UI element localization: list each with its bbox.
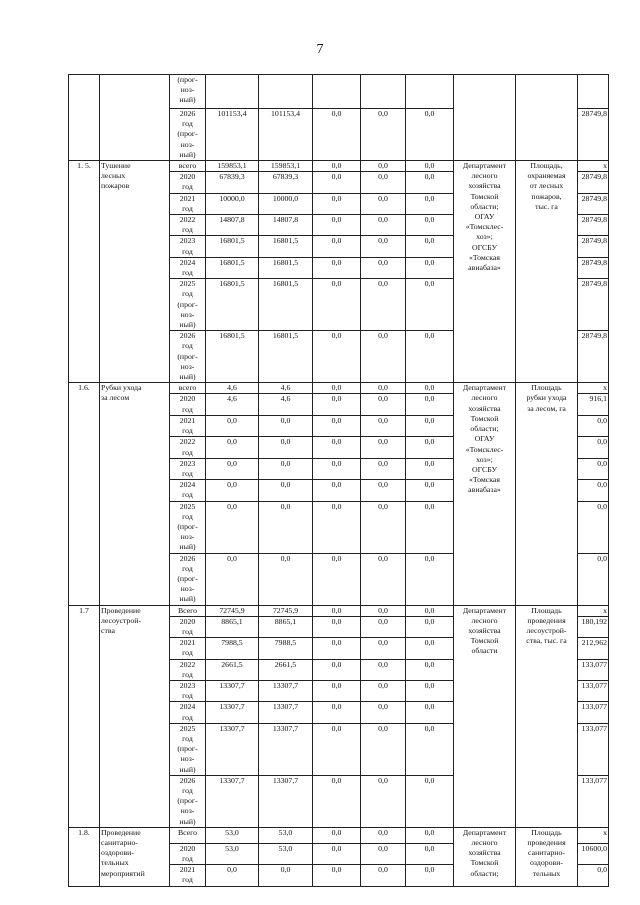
year-cell: 2025 год (прог- ноз- ный) bbox=[170, 501, 206, 553]
value-cell-5: 0,0 bbox=[406, 458, 454, 479]
value-cell-1: 8865,1 bbox=[206, 616, 259, 637]
value-cell-2: 0,0 bbox=[259, 415, 313, 436]
target-value-cell: 28749,8 bbox=[578, 215, 609, 236]
indicator-cell: Площадь, охраняемая от лесных пожаров, тыс. га bbox=[516, 161, 578, 383]
value-cell-1: 53,0 bbox=[206, 843, 259, 864]
year-cell: Всего bbox=[170, 827, 206, 843]
target-value-cell: 28749,8 bbox=[578, 279, 609, 331]
value-cell-4: 0,0 bbox=[361, 193, 406, 214]
item-name-cell: Проведение лесоустрой- ства bbox=[100, 605, 170, 827]
year-cell: 2026 год (прог- ноз- ный) bbox=[170, 775, 206, 827]
value-cell-3: 0,0 bbox=[313, 843, 361, 864]
value-cell-3: 0,0 bbox=[313, 193, 361, 214]
value-cell-3: 0,0 bbox=[313, 638, 361, 659]
value-cell-1 bbox=[206, 75, 259, 109]
item-name-cell bbox=[100, 75, 170, 161]
value-cell-5: 0,0 bbox=[406, 865, 454, 886]
target-value-cell: 133,077 bbox=[578, 680, 609, 701]
value-cell-4: 0,0 bbox=[361, 279, 406, 331]
value-cell-1: 4,6 bbox=[206, 394, 259, 415]
value-cell-4: 0,0 bbox=[361, 480, 406, 501]
value-cell-1: 16801,5 bbox=[206, 236, 259, 257]
value-cell-2: 4,6 bbox=[259, 383, 313, 394]
year-cell: Всего bbox=[170, 605, 206, 616]
table-row bbox=[69, 383, 609, 394]
value-cell-5: 0,0 bbox=[406, 193, 454, 214]
value-cell-2: 2661,5 bbox=[259, 659, 313, 680]
target-value-cell: 180,192 bbox=[578, 616, 609, 637]
value-cell-5: 0,0 bbox=[406, 775, 454, 827]
year-cell: 2021 год bbox=[170, 638, 206, 659]
value-cell-1: 0,0 bbox=[206, 553, 259, 605]
target-value-cell: 28749,8 bbox=[578, 236, 609, 257]
target-value-cell: 133,077 bbox=[578, 702, 609, 723]
year-cell: 2021 год bbox=[170, 415, 206, 436]
value-cell-2: 16801,5 bbox=[259, 257, 313, 278]
value-cell-1: 13307,7 bbox=[206, 723, 259, 775]
value-cell-2 bbox=[259, 75, 313, 109]
item-name-cell: Проведение санитарно- оздорови- тельных мероприятий bbox=[100, 827, 170, 886]
target-value-cell: 28749,8 bbox=[578, 193, 609, 214]
year-cell: 2026 год (прог- ноз- ный) bbox=[170, 109, 206, 161]
target-value-cell: 0,0 bbox=[578, 501, 609, 553]
value-cell-5: 0,0 bbox=[406, 279, 454, 331]
item-name-cell: Рубки ухода за лесом bbox=[100, 383, 170, 605]
value-cell-2: 16801,5 bbox=[259, 236, 313, 257]
value-cell-2: 53,0 bbox=[259, 843, 313, 864]
value-cell-2: 0,0 bbox=[259, 480, 313, 501]
value-cell-3: 0,0 bbox=[313, 865, 361, 886]
value-cell-4: 0,0 bbox=[361, 616, 406, 637]
value-cell-4: 0,0 bbox=[361, 172, 406, 193]
value-cell-5: 0,0 bbox=[406, 161, 454, 172]
value-cell-2: 13307,7 bbox=[259, 723, 313, 775]
target-value-cell: 0,0 bbox=[578, 415, 609, 436]
value-cell-3 bbox=[313, 75, 361, 109]
value-cell-3: 0,0 bbox=[313, 236, 361, 257]
year-cell: 2026 год (прог- ноз- ный) bbox=[170, 553, 206, 605]
value-cell-3: 0,0 bbox=[313, 827, 361, 843]
table-row bbox=[69, 827, 609, 843]
target-value-cell: 0,0 bbox=[578, 437, 609, 458]
year-cell: 2020 год bbox=[170, 172, 206, 193]
indicator-cell: Площадь проведения лесоустрой- ства, тыс. га bbox=[516, 605, 578, 827]
indicator-cell: Площадь рубки ухода за лесом, га bbox=[516, 383, 578, 605]
value-cell-4: 0,0 bbox=[361, 109, 406, 161]
value-cell-2: 16801,5 bbox=[259, 331, 313, 383]
year-cell: 2024 год bbox=[170, 480, 206, 501]
value-cell-1: 16801,5 bbox=[206, 257, 259, 278]
target-value-cell: 0,0 bbox=[578, 865, 609, 886]
value-cell-4: 0,0 bbox=[361, 827, 406, 843]
value-cell-1: 16801,5 bbox=[206, 331, 259, 383]
value-cell-1: 13307,7 bbox=[206, 775, 259, 827]
value-cell-1: 16801,5 bbox=[206, 279, 259, 331]
responsible-org-cell: Департамент лесного хозяйства Томской области; ОГАУ «Томсклес- хоз»; ОГСБУ «Томская авиабаза» bbox=[454, 161, 516, 383]
year-cell: 2021 год bbox=[170, 193, 206, 214]
target-value-cell: 212,962 bbox=[578, 638, 609, 659]
value-cell-2: 72745,9 bbox=[259, 605, 313, 616]
value-cell-3: 0,0 bbox=[313, 383, 361, 394]
value-cell-4: 0,0 bbox=[361, 415, 406, 436]
value-cell-4: 0,0 bbox=[361, 605, 406, 616]
value-cell-4: 0,0 bbox=[361, 257, 406, 278]
value-cell-4: 0,0 bbox=[361, 638, 406, 659]
value-cell-3: 0,0 bbox=[313, 437, 361, 458]
year-cell: 2022 год bbox=[170, 659, 206, 680]
value-cell-5: 0,0 bbox=[406, 172, 454, 193]
value-cell-4: 0,0 bbox=[361, 843, 406, 864]
indicator-cell: Площадь проведения санитарно- оздорови- тельных bbox=[516, 827, 578, 886]
value-cell-1: 0,0 bbox=[206, 415, 259, 436]
value-cell-5 bbox=[406, 75, 454, 109]
item-number-cell: 1.8. bbox=[69, 827, 100, 886]
value-cell-3: 0,0 bbox=[313, 723, 361, 775]
target-value-cell: 28749,8 bbox=[578, 109, 609, 161]
page-number: 7 bbox=[316, 42, 324, 57]
value-cell-1: 67839,3 bbox=[206, 172, 259, 193]
year-cell: 2023 год bbox=[170, 458, 206, 479]
target-value-cell: 10600,0 bbox=[578, 843, 609, 864]
target-value-cell: 916,1 bbox=[578, 394, 609, 415]
value-cell-1: 0,0 bbox=[206, 480, 259, 501]
target-value-cell: 28749,8 bbox=[578, 172, 609, 193]
target-value-cell: 0,0 bbox=[578, 553, 609, 605]
value-cell-3: 0,0 bbox=[313, 458, 361, 479]
value-cell-1: 4,6 bbox=[206, 383, 259, 394]
program-table bbox=[68, 74, 609, 887]
value-cell-1: 14807,8 bbox=[206, 215, 259, 236]
value-cell-1: 13307,7 bbox=[206, 702, 259, 723]
value-cell-3: 0,0 bbox=[313, 702, 361, 723]
value-cell-5: 0,0 bbox=[406, 702, 454, 723]
value-cell-2: 13307,7 bbox=[259, 680, 313, 701]
value-cell-5: 0,0 bbox=[406, 723, 454, 775]
table-row bbox=[69, 605, 609, 616]
value-cell-3: 0,0 bbox=[313, 480, 361, 501]
value-cell-5: 0,0 bbox=[406, 680, 454, 701]
year-cell: 2026 год (прог- ноз- ный) bbox=[170, 331, 206, 383]
value-cell-1: 2661,5 bbox=[206, 659, 259, 680]
table-row bbox=[69, 161, 609, 172]
value-cell-2: 13307,7 bbox=[259, 775, 313, 827]
value-cell-4: 0,0 bbox=[361, 331, 406, 383]
value-cell-2: 0,0 bbox=[259, 458, 313, 479]
value-cell-2: 14807,8 bbox=[259, 215, 313, 236]
value-cell-3: 0,0 bbox=[313, 331, 361, 383]
value-cell-3: 0,0 bbox=[313, 109, 361, 161]
value-cell-1: 101153,4 bbox=[206, 109, 259, 161]
value-cell-3: 0,0 bbox=[313, 775, 361, 827]
value-cell-4: 0,0 bbox=[361, 236, 406, 257]
value-cell-5: 0,0 bbox=[406, 437, 454, 458]
value-cell-2: 4,6 bbox=[259, 394, 313, 415]
value-cell-4: 0,0 bbox=[361, 553, 406, 605]
value-cell-4: 0,0 bbox=[361, 702, 406, 723]
value-cell-4 bbox=[361, 75, 406, 109]
value-cell-2: 0,0 bbox=[259, 865, 313, 886]
target-value-cell: х bbox=[578, 827, 609, 843]
value-cell-1: 10000,0 bbox=[206, 193, 259, 214]
year-cell: 2020 год bbox=[170, 394, 206, 415]
value-cell-3: 0,0 bbox=[313, 215, 361, 236]
year-cell: 2022 год bbox=[170, 437, 206, 458]
value-cell-4: 0,0 bbox=[361, 680, 406, 701]
item-number-cell bbox=[69, 75, 100, 161]
value-cell-5: 0,0 bbox=[406, 553, 454, 605]
target-value-cell: 28749,8 bbox=[578, 257, 609, 278]
year-cell: (прог- ноз- ный) bbox=[170, 75, 206, 109]
value-cell-2: 0,0 bbox=[259, 437, 313, 458]
value-cell-3: 0,0 bbox=[313, 553, 361, 605]
value-cell-4: 0,0 bbox=[361, 501, 406, 553]
value-cell-3: 0,0 bbox=[313, 172, 361, 193]
responsible-org-cell: Департамент лесного хозяйства Томской области; bbox=[454, 827, 516, 886]
target-value-cell: 133,077 bbox=[578, 775, 609, 827]
value-cell-3: 0,0 bbox=[313, 279, 361, 331]
value-cell-5: 0,0 bbox=[406, 215, 454, 236]
item-number-cell: 1.6. bbox=[69, 383, 100, 605]
target-value-cell: х bbox=[578, 383, 609, 394]
value-cell-5: 0,0 bbox=[406, 659, 454, 680]
year-cell: 2023 год bbox=[170, 680, 206, 701]
target-value-cell: х bbox=[578, 605, 609, 616]
year-cell: 2025 год (прог- ноз- ный) bbox=[170, 279, 206, 331]
year-cell: 2025 год (прог- ноз- ный) bbox=[170, 723, 206, 775]
value-cell-1: 159853,1 bbox=[206, 161, 259, 172]
year-cell: 2024 год bbox=[170, 257, 206, 278]
target-value-cell: х bbox=[578, 161, 609, 172]
table-row bbox=[69, 75, 609, 109]
value-cell-1: 72745,9 bbox=[206, 605, 259, 616]
value-cell-5: 0,0 bbox=[406, 109, 454, 161]
value-cell-5: 0,0 bbox=[406, 638, 454, 659]
value-cell-5: 0,0 bbox=[406, 827, 454, 843]
target-value-cell: 0,0 bbox=[578, 480, 609, 501]
year-cell: 2024 год bbox=[170, 702, 206, 723]
value-cell-5: 0,0 bbox=[406, 605, 454, 616]
target-value-cell: 133,077 bbox=[578, 723, 609, 775]
value-cell-2: 53,0 bbox=[259, 827, 313, 843]
value-cell-5: 0,0 bbox=[406, 415, 454, 436]
value-cell-4: 0,0 bbox=[361, 161, 406, 172]
value-cell-5: 0,0 bbox=[406, 236, 454, 257]
responsible-org-cell bbox=[454, 75, 516, 161]
value-cell-1: 13307,7 bbox=[206, 680, 259, 701]
responsible-org-cell: Департамент лесного хозяйства Томской области bbox=[454, 605, 516, 827]
target-value-cell: 28749,8 bbox=[578, 331, 609, 383]
indicator-cell bbox=[516, 75, 578, 161]
target-value-cell: 0,0 bbox=[578, 458, 609, 479]
responsible-org-cell: Департамент лесного хозяйства Томской области; ОГАУ «Томсклес- хоз»; ОГСБУ «Томская авиабаза» bbox=[454, 383, 516, 605]
value-cell-3: 0,0 bbox=[313, 616, 361, 637]
value-cell-2: 10000,0 bbox=[259, 193, 313, 214]
value-cell-4: 0,0 bbox=[361, 215, 406, 236]
item-name-cell: Тушение лесных пожаров bbox=[100, 161, 170, 383]
item-number-cell: 1. 5. bbox=[69, 161, 100, 383]
year-cell: 2020 год bbox=[170, 843, 206, 864]
value-cell-2: 7988,5 bbox=[259, 638, 313, 659]
value-cell-4: 0,0 bbox=[361, 865, 406, 886]
year-cell: 2022 год bbox=[170, 215, 206, 236]
value-cell-3: 0,0 bbox=[313, 257, 361, 278]
value-cell-1: 0,0 bbox=[206, 865, 259, 886]
value-cell-2: 8865,1 bbox=[259, 616, 313, 637]
value-cell-5: 0,0 bbox=[406, 394, 454, 415]
value-cell-3: 0,0 bbox=[313, 659, 361, 680]
year-cell: 2021 год bbox=[170, 865, 206, 886]
value-cell-2: 16801,5 bbox=[259, 279, 313, 331]
value-cell-2: 13307,7 bbox=[259, 702, 313, 723]
value-cell-1: 0,0 bbox=[206, 437, 259, 458]
value-cell-3: 0,0 bbox=[313, 415, 361, 436]
value-cell-1: 53,0 bbox=[206, 827, 259, 843]
value-cell-4: 0,0 bbox=[361, 458, 406, 479]
value-cell-5: 0,0 bbox=[406, 257, 454, 278]
value-cell-4: 0,0 bbox=[361, 723, 406, 775]
value-cell-3: 0,0 bbox=[313, 501, 361, 553]
value-cell-5: 0,0 bbox=[406, 331, 454, 383]
value-cell-4: 0,0 bbox=[361, 659, 406, 680]
value-cell-1: 0,0 bbox=[206, 458, 259, 479]
target-value-cell bbox=[578, 75, 609, 109]
value-cell-3: 0,0 bbox=[313, 605, 361, 616]
value-cell-1: 7988,5 bbox=[206, 638, 259, 659]
value-cell-3: 0,0 bbox=[313, 161, 361, 172]
value-cell-5: 0,0 bbox=[406, 383, 454, 394]
value-cell-4: 0,0 bbox=[361, 383, 406, 394]
value-cell-2: 101153,4 bbox=[259, 109, 313, 161]
year-cell: всего bbox=[170, 161, 206, 172]
value-cell-4: 0,0 bbox=[361, 775, 406, 827]
value-cell-4: 0,0 bbox=[361, 437, 406, 458]
item-number-cell: 1.7 bbox=[69, 605, 100, 827]
target-value-cell: 133,077 bbox=[578, 659, 609, 680]
value-cell-5: 0,0 bbox=[406, 480, 454, 501]
value-cell-5: 0,0 bbox=[406, 843, 454, 864]
value-cell-5: 0,0 bbox=[406, 501, 454, 553]
value-cell-2: 0,0 bbox=[259, 501, 313, 553]
value-cell-5: 0,0 bbox=[406, 616, 454, 637]
year-cell: всего bbox=[170, 383, 206, 394]
value-cell-1: 0,0 bbox=[206, 501, 259, 553]
year-cell: 2023 год bbox=[170, 236, 206, 257]
value-cell-3: 0,0 bbox=[313, 394, 361, 415]
value-cell-2: 0,0 bbox=[259, 553, 313, 605]
value-cell-2: 67839,3 bbox=[259, 172, 313, 193]
value-cell-3: 0,0 bbox=[313, 680, 361, 701]
value-cell-2: 159853,1 bbox=[259, 161, 313, 172]
value-cell-4: 0,0 bbox=[361, 394, 406, 415]
year-cell: 2020 год bbox=[170, 616, 206, 637]
